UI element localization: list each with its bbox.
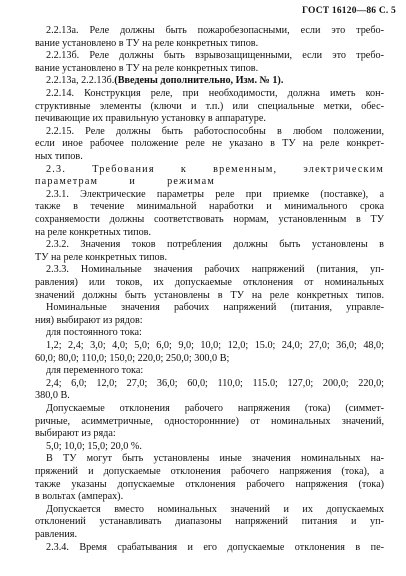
text-line-content: Номинальные значения рабочих напряжений (питания, управле- xyxy=(46,302,384,314)
text-line-content: 60,0; 80,0; 110,0; 150,0; 220,0; 250,0; 300,0 В; xyxy=(35,352,230,364)
text-line xyxy=(0,164,406,176)
text-line-content: 2.2.13а, 2.2.13б.(Введены дополнительно, Изм. № 1). xyxy=(46,75,284,87)
text-line-content: 2.3. Требования к временным, электрическим xyxy=(46,163,384,175)
text-line xyxy=(0,491,406,503)
text-line-content: если иное рабочее положение реле не указано в ТУ на реле конкрет- xyxy=(35,138,384,150)
text-line xyxy=(0,63,406,75)
text-line xyxy=(0,466,406,478)
text-line-content: печивающие их правильную установку в аппаратуре. xyxy=(35,113,266,125)
page-header: ГОСТ 16120—86 С. 5 xyxy=(302,6,396,16)
text-line-content: пряжений и допускаемые отклонения рабочего напряжения (тока), а xyxy=(35,466,384,477)
text-line-content: 2,4; 6,0; 12,0; 27,0; 36,0; 60,0; 110,0; 115.0; 127,0; 200,0; 220,0; xyxy=(46,377,384,389)
text-line-content: также в течение минимальной наработки и минимального срока xyxy=(35,201,384,213)
text-line-content: для переменного тока: xyxy=(46,365,144,377)
text-line-content: Допускается вместо номинальных значений и их допускаемых xyxy=(46,503,384,515)
text-line xyxy=(0,340,406,352)
text-line-content: отклонений устанавливать диапазоны напряжений питания и уп- xyxy=(35,516,384,528)
text-line-content: параметрам и режимам xyxy=(35,176,215,188)
text-line xyxy=(0,227,406,239)
text-line-content: значений должны быть установлены в ТУ на реле конкретных типов. xyxy=(35,289,384,301)
text-line xyxy=(0,252,406,264)
text-line xyxy=(0,138,406,150)
text-line-content: структивные элементы (ключи и т.п.) или специальные метки, обес- xyxy=(35,100,384,112)
text-line xyxy=(0,416,406,428)
text-line xyxy=(0,428,406,440)
text-line-content: 1,2; 2,4; 3,0; 4,0; 5,0; 6,0; 9,0; 10,0; 12,0; 15.0; 24,0; 27,0; 36,0; 48,0; xyxy=(46,340,384,351)
text-line-content: Допускаемые отклонения рабочего напряжения (тока) (симмет- xyxy=(46,403,384,414)
text-line xyxy=(0,277,406,289)
text-line-content: ТУ на реле конкретных типов. xyxy=(35,251,168,263)
text-line xyxy=(0,403,406,415)
text-line-content: 2.3.4. Время срабатывания и его допускаемые отклонения в пе- xyxy=(46,541,384,553)
text-line xyxy=(0,101,406,113)
text-line-content: 380,0 В. xyxy=(35,390,70,402)
text-line-content: для постоянного тока: xyxy=(46,327,142,339)
text-line xyxy=(0,25,406,37)
text-line xyxy=(0,290,406,302)
text-line xyxy=(0,264,406,276)
text-line xyxy=(0,75,406,87)
text-line xyxy=(0,315,406,327)
text-line xyxy=(0,88,406,100)
text-line xyxy=(0,453,406,465)
text-line xyxy=(0,327,406,339)
text-line xyxy=(0,365,406,377)
text-line-content: В ТУ могут быть установлены иные значения номинальных на- xyxy=(46,453,384,465)
text-line-content: равления) или токов, их допускаемые отклонения от номинальных xyxy=(35,277,384,288)
text-line xyxy=(0,390,406,402)
text-line-content: 2.2.13а. Реле должны быть пожаробезопасными, если это требо- xyxy=(46,25,384,36)
text-line xyxy=(0,441,406,453)
text-line xyxy=(0,542,406,554)
text-line-content: в вольтах (амперах). xyxy=(35,491,124,503)
text-line xyxy=(0,353,406,365)
text-line xyxy=(0,38,406,50)
text-line-content: 5,0; 10,0; 15,0; 20,0 %. xyxy=(46,440,142,452)
text-line xyxy=(0,113,406,125)
text-line-content: 2.2.13б. Реле должны быть взрывозащищенными, если это требо- xyxy=(46,50,384,62)
text-line-content: также указаны допускаемые отклонения рабочего напряжения (тока) xyxy=(35,478,384,490)
text-line-content: вание установлено в ТУ на реле конкретных типов. xyxy=(35,37,259,49)
text-line-content: 2.2.15. Реле должны быть работоспособны в любом положении, xyxy=(46,125,384,137)
text-line xyxy=(0,302,406,314)
text-line xyxy=(0,176,406,188)
text-line xyxy=(0,201,406,213)
text-line-content: ных типов. xyxy=(35,151,83,162)
text-line xyxy=(0,151,406,163)
text-line xyxy=(0,126,406,138)
text-line-content: 2.2.14. Конструкция реле, при необходимости, должна иметь кон- xyxy=(46,88,384,99)
text-line-content: равления. xyxy=(35,529,78,540)
text-line xyxy=(0,189,406,201)
text-line-content: ния) выбирают из рядов: xyxy=(35,314,143,326)
text-line xyxy=(0,50,406,62)
text-line xyxy=(0,479,406,491)
text-line-content: на реле конкретных типов. xyxy=(35,226,152,238)
text-line xyxy=(0,504,406,516)
text-line-content: выбирают из ряда: xyxy=(35,428,116,440)
text-line-content: сохраняемости должны соответствовать нормам, установленным в ТУ xyxy=(35,214,384,225)
text-line xyxy=(0,239,406,251)
text-line xyxy=(0,516,406,528)
text-line xyxy=(0,214,406,226)
text-line-content: 2.3.1. Электрические параметры реле при приемке (поставке), а xyxy=(46,188,384,200)
text-line-content: 2.3.2. Значения токов потребления должны быть установлены в xyxy=(46,239,384,251)
text-line-content: ричные, асимметричные, одностороннние) от номинальных значений, xyxy=(35,415,384,427)
text-line-content: вание установлено в ТУ на реле конкретных типов. xyxy=(35,62,259,74)
text-line xyxy=(0,529,406,541)
text-line xyxy=(0,378,406,390)
text-line-content: 2.3.3. Номинальные значения рабочих напряжений (питания, уп- xyxy=(46,264,384,276)
